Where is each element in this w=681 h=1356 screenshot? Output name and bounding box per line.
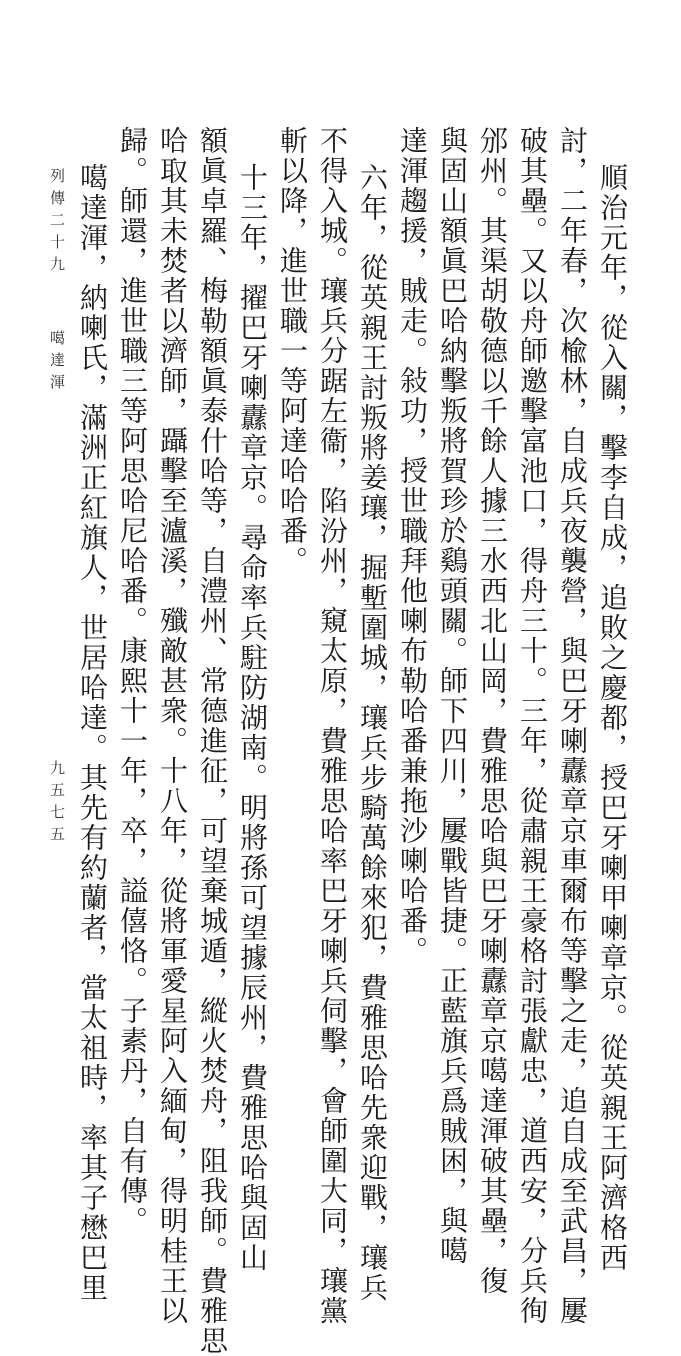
text-column-2: 討，二年春，次楡林，自成兵夜襲營，與巴牙喇纛章京車爾布等擊之走，追自成至武昌，屢	[556, 126, 589, 1326]
text-column-12: 哈取其未焚者以濟師，躡擊至瀘溪，殲敵甚衆。十八年，從將軍愛星阿入緬甸，得明桂王以	[156, 126, 189, 1326]
text-column-8: 不得入城。瓖兵分踞左衞，陷汾州，窺太原，費雅思哈率巴牙喇兵伺擊，會師圍大同，瓖黨	[316, 126, 349, 1326]
chapter-label: 列傳二十九	[48, 168, 66, 278]
text-column-4: 邠州。其渠胡敬德以千餘人據三水西北山岡，費雅思哈與巴牙喇纛章京噶達渾破其壘，復	[476, 126, 509, 1296]
text-column-1: 順治元年，從入關，擊李自成，追敗之慶都，授巴牙喇甲喇章京。從英親王阿濟格西	[596, 163, 629, 1273]
text-column-7: 六年，從英親王討叛將姜瓖，掘塹圍城，瓖兵步騎萬餘來犯，費雅思哈先衆迎戰，瓖兵	[356, 163, 389, 1303]
text-column-13: 歸。師還，進世職三等阿思哈尼哈番。康熙十一年，卒，謚僖恪。子素丹，自有傳。	[116, 126, 149, 1236]
text-column-5: 與固山額眞巴哈納擊叛將賀珍於鷄頭關。師下四川，屢戰皆捷。正藍旗兵爲賊困，與噶	[436, 126, 469, 1266]
biography-name-label: 噶達渾	[48, 330, 66, 396]
text-column-11: 額眞卓羅、梅勒額眞泰什哈等，自澧州、常德進征，可望棄城遁，縱火焚舟，阻我師。費雅思	[196, 126, 229, 1356]
text-column-3: 破其壘。又以舟師邀擊富池口，得舟三十。三年，從肅親王豪格討張獻忠，道西安，分兵徇	[516, 126, 549, 1326]
text-column-14: 噶達渾，納喇氏，滿洲正紅旗人，世居哈達。其先有約蘭者，當太祖時，率其子懋巴里	[76, 163, 109, 1303]
text-column-10: 十三年，擢巴牙喇纛章京。尋命率兵駐防湖南。明將孫可望據辰州，費雅思哈與固山	[236, 163, 269, 1273]
page-number: 九五七五	[48, 760, 66, 848]
text-column-6: 達渾趨援，賊走。敍功，授世職拜他喇布勒哈番兼拖沙喇哈番。	[396, 126, 429, 966]
text-column-9: 斬以降，進世職一等阿達哈哈番。	[276, 126, 309, 576]
